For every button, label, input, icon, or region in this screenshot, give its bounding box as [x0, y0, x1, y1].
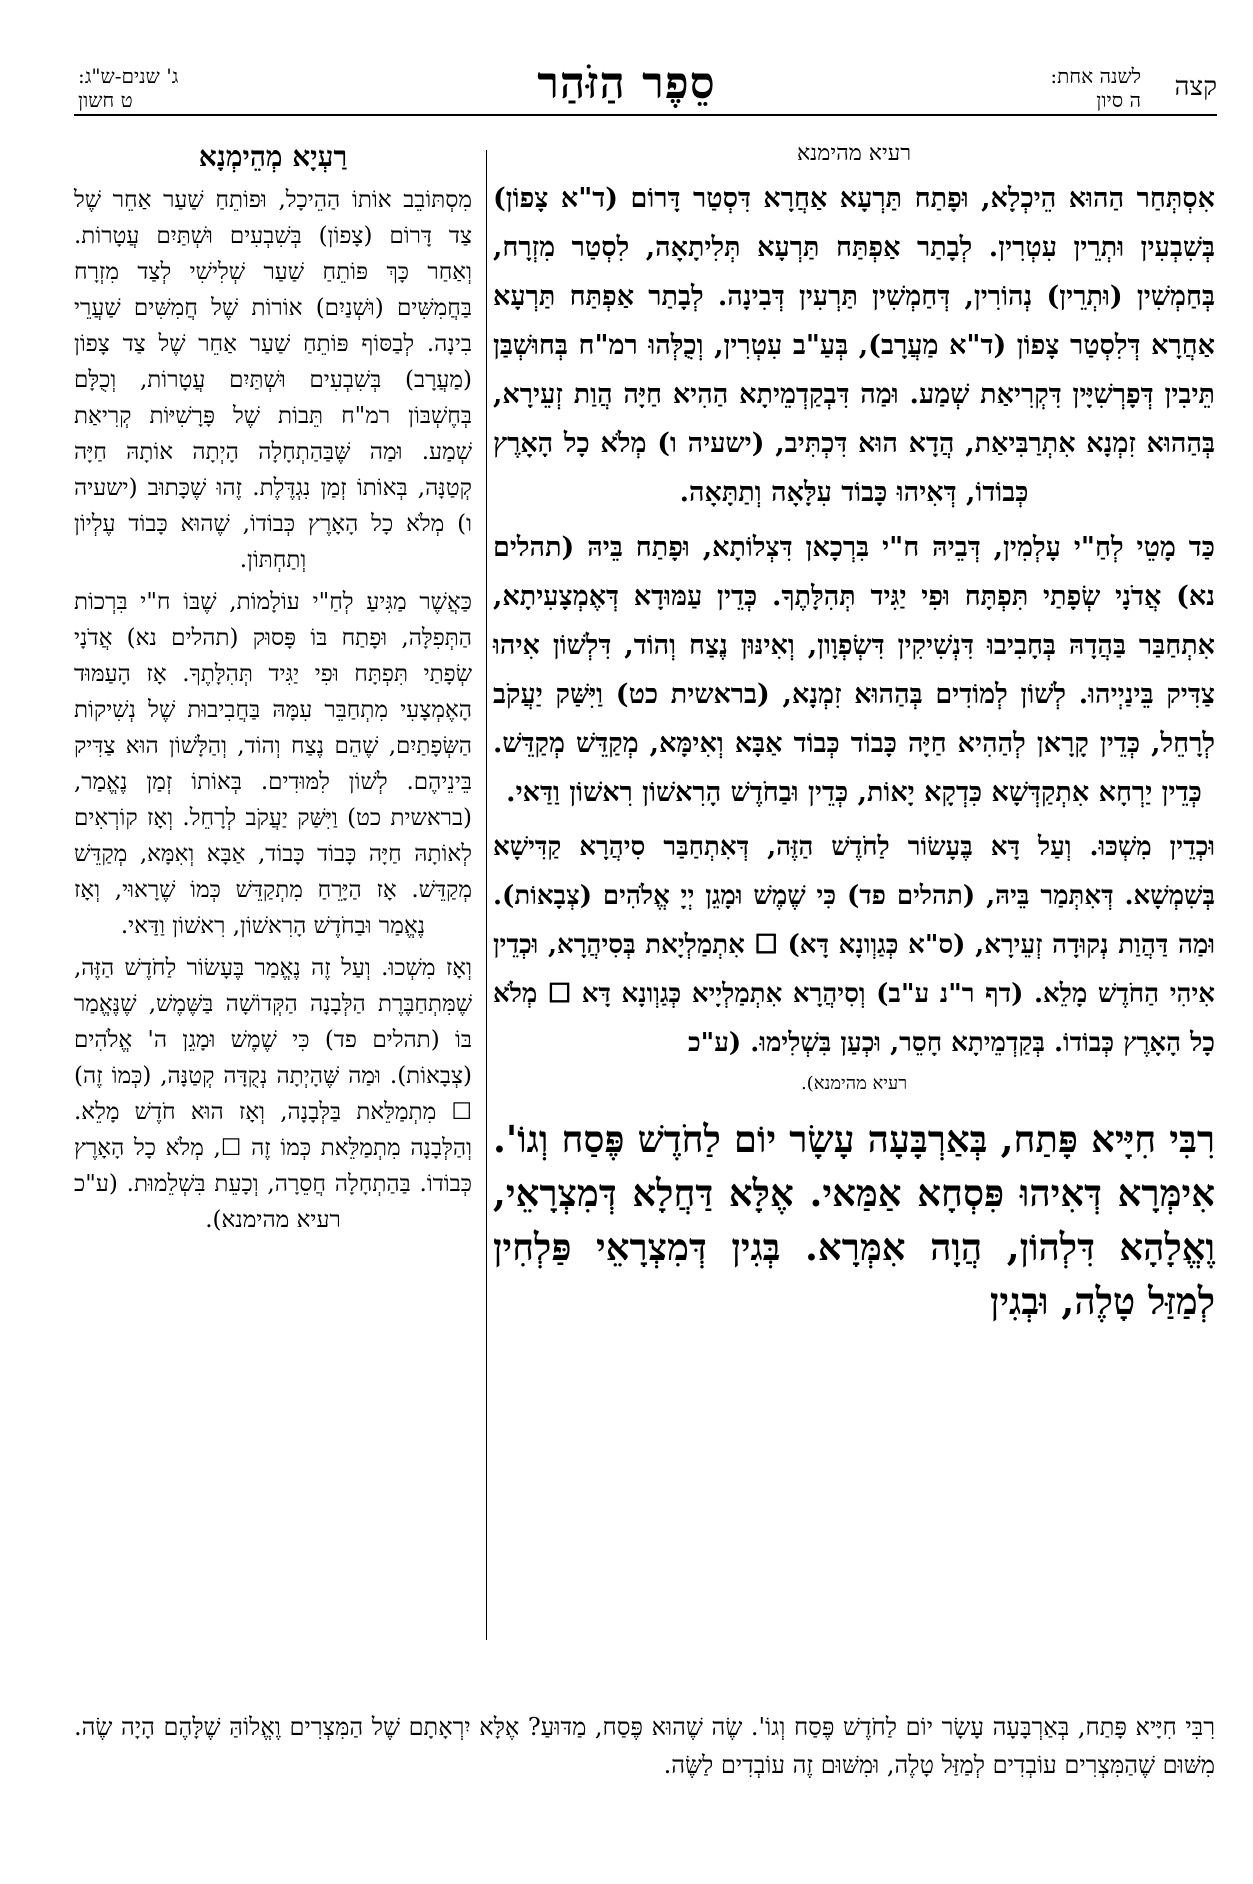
header-right-info-line2: ה סיון [1096, 88, 1141, 112]
header-rule [74, 114, 1217, 116]
left-column [74, 140, 472, 1244]
bottom-translation: רִבִּי חִיָּיא פָּתַח, בְּאַרְבָּעָה עָשָׂר יוֹם לַחֹדֶשׁ פֶּסַח וְגוֹ'. שֶׂה שֶׁהוּא פֶּסַח, מַדּוּעַ? אֶלָּא יִרְאָתָם שֶׁל הַמִּצְרִים וֶאֱלוֹהַּ שֶׁלָּהֶם הָיָה שֶׂה. מִשּׁוּם שֶׁהַמִּצְרִים עוֹבְדִים לְמַזַּל טָלֶה, וּמִשּׁוּם זֶה עוֹבְדִים לַשֶּׂה. [74, 1713, 1215, 1779]
right-column [493, 140, 1215, 1328]
right-paragraph-1: אִסְתְּחַר הַהוּא הֵיכְלָא, וּפָתַח תַּרְעָא אַחֲרָא דִּסְטַר דָּרוֹם (ד"א צָפוֹן) בְּשִׁבְעִין וּתְרֵין עִטְרִין. לְבָתַר אַפְתַּח תַּרְעָא תְּלִיתָאָה, לִסְטַר מִזְרָח, בְּחַמְשִׁין (וּתְרֵין) נְהוֹרִין, דְּחַמְשִׁין תַּרְעִין דְּבִינָה. לְבָתַר אַפְתַּח תַּרְעָא אַחֲרָא דְּלִסְטַר צָפוֹן (ד"א מַעֲרָב), בְּעַ"ב עִטְרִין, וְכֻלְּהוּ רמ"ח בְּחוּשְׁבַּן תֵּיבִין דְּפָרְשִׁיָּין דִּקְרִיאַת שְׁמַע. וּמַה דִּבְקַדְמֵיתָא הַהִיא חַיָּה הֲוַת זְעֵירָא, בְּהַהוּא זִמְנָא אִתְרַבִּיאַת, הֲדָא הוּא דִּכְתִּיב, (ישעיה ו) מְלֹא כָל הָאָרֶץ כְּבוֹדוֹ, דְּאִיהוּ כָּבוֹד עִלָּאָה וְתַתָּאָה. [493, 183, 1215, 508]
header-left-info-line1: ג' שנים-ש"ג: [78, 64, 179, 88]
right-paragraph-3: וּכְדֵין מִשְׁכּוּ. וְעַל דָּא בֶּעָשׂוֹר לַחֹדֶשׁ הַזֶּה, דְּאִתְחַבַּר סִיהֲרָא קַדִּישָׁא בְּשִׁמְשָׁא. דְּאִתְּמַר בֵּיהּ, (תהלים פד) כִּי שֶׁמֶשׁ וּמָגֵן יְיָ אֱלֹהִים (צְבָאוֹת). וּמַה דַּהֲוַת נְקוּדָה זְעֵירָא, (ס"א כְּגַוְונָא דָּא) ☐ אִתְמַלְיָאת בְּסִיהֲרָא, וּכְדֵין אִיהִי הַחֹדֶשׁ מָלֵא. (דף ר"נ ע"ב) וְסִיהֲרָא אִתְמַלְיָיא כְּגַוְונָא דָּא ☐ מְלֹא כָל הָאָרֶץ כְּבוֹדוֹ. בְּקַדְמֵיתָא חָסֵר, וּכְעַן בִּשְׁלִימוּ. (ע"כ [493, 832, 1215, 1058]
page-title: סֵפֶר הַזֹּהַר [537, 58, 716, 109]
left-paragraph-3: וְאָז מִשְׁכוּ. וְעַל זֶה נֶאֱמַר בֶּעָשׂוֹר לַחֹדֶשׁ הַזֶּה, שֶׁמִּתְחַבֶּרֶת הַלְּבָנָה הַקְּדוֹשָׁה בַּשֶּׁמֶשׁ, שֶׁנֶּאֱמַר בּוֹ (תהלים פד) כִּי שֶׁמֶשׁ וּמָגֵן ה' אֱלֹהִים (צְבָאוֹת). וּמַה שֶּׁהָיְתָה נְקֻדָּה קְטַנָּה, (כְּמוֹ זֶה) ☐ מִתְמַלֵּאת בַּלְּבָנָה, וְאָז הוּא חֹדֶשׁ מָלֵא. וְהַלְּבָנָה מִתְמַלֵּאת כְּמוֹ זֶה ☐, מְלֹא כָל הָאָרֶץ כְּבוֹדוֹ. בַּהַתְחָלָה חֲסֵרָה, וְכָעֵת בִּשְׁלֵמוּת. (ע"כ רעיא מהימנא). [74, 955, 472, 1233]
right-big-paragraph: רִבִּי חִיָּיא פָּתַח, בְּאַרְבָּעָה עָשָׂר יוֹם לַחֹדֶשׁ פֶּסַח וְגוֹ'. אִימְּרָא דְּאִיהוּ פִּסְחָא אַמַּאי. אֶלָּא דַּחֲלָא דְּמִצְרָאֵי, וֶאֱלָהָא דִּלְהוֹן, הֲוָה אִמְּרָא. בְּגִין דְּמִצְרָאֵי פַּלְחִין לְמַזַּל טָלֶה, וּבְגִין [493, 1117, 1215, 1323]
header-left-info [78, 64, 278, 114]
left-section-title: רַעְיָא מְהֵימְנָא [198, 140, 348, 173]
header-left-info-line2: ט חשון [78, 88, 133, 112]
left-paragraph-2: כַּאֲשֶׁר מַגִּיעַ לְחַ"י עוֹלָמוֹת, שֶׁבּוֹ ח"י בִּרְכוֹת הַתְּפִלָּה, וּפָתַח בּוֹ פָּסוּק (תהלים נא) אֲדֹנָי שְׂפָתַי תִּפְתָּח וּפִי יַגִּיד תְּהִלָּתֶךָ. אָז הָעַמּוּד הָאֶמְצָעִי מִתְחַבֵּר עִמָּהּ בַּחֲבִיבוּת שֶׁל נְשִׁיקוֹת הַשְּׂפָתַיִם, שֶׁהֵם נֶצַח וְהוֹד, וְהַלָּשׁוֹן הוּא צַדִּיק בֵּינֵיהֶם. לְשׁוֹן לִמּוּדִים. בְּאוֹתוֹ זְמַן נֶאֱמַר, (בראשית כט) וַיִּשַּׁק יַעֲקֹב לְרָחֵל. וְאָז קוֹרְאִים לְאוֹתָהּ חַיָּה כָּבוֹד כָּבוֹד, אַבָּא וְאִמָּא, מְקַדֵּשׁ מְקַדֵּשׁ. אָז הַיָּרֵחַ מִתְקַדֵּשׁ כְּמוֹ שֶׁרָאוּי, וְאָז נֶאֱמַר וּבַחֹדֶשׁ הָרִאשׁוֹן, רִאשׁוֹן וַדַּאי. [74, 589, 472, 939]
right-section-title: רעיא מהימנא [796, 141, 912, 166]
right-paragraph-2: כַּד מָטֵי לְחַ"י עָלְמִין, דְּבֵיהּ ח"י בִּרְכָאן דִּצְלוֹתָא, וּפָתַח בֵּיהּ (תהלים נא) אֲדֹנָי שְׂפָתַי תִּפְתָּח וּפִי יַגִּיד תְּהִלָּתֶךָ. כְּדֵין עַמּוּדָא דְּאֶמְצָעִיתָא, אִתְחַבַּר בַּהֲדָהּ בְּחָבִיבוּ דִּנְשִׁיקִין דִּשְׂפְוָון, וְאִינּוּן נֶצַח וְהוֹד, דִּלְשׁוֹן אִיהוּ צַדִּיק בֵּינַיְיהוּ. לְשׁוֹן לְמוֹדִים בְּהַהוּא זִמְנָא, (בראשית כט) וַיִּשַּׁק יַעֲקֹב לְרָחֵל, כְּדֵין קָרָאן לְהַהִיא חַיָּה כָּבוֹד כְּבוֹד אַבָּא וְאִימָּא, מְקַדֵּשׁ מְקַדֵּשׁ. כְּדֵין יַרְחָא אִתְקַדְּשָׁא כִּדְקָא יָאוֹת, כְּדֵין וּבַחֹדֶשׁ הָרִאשׁוֹן רִאשׁוֹן וַדַּאי. [493, 532, 1215, 808]
page-number: קצה [1174, 72, 1217, 102]
right-end-note: רעיא מהימנא). [800, 1073, 908, 1094]
left-paragraph-1: מִסְתּוֹבֵב אוֹתוֹ הַהֵיכָל, וּפוֹתֵחַ שַׁעַר אַחֵר שֶׁל צַד דָּרוֹם (צָפוֹן) בְּשִׁבְעִים וּשְׁתַּיִם עֲטָרוֹת. וְאַחַר כָּךְ פּוֹתֵחַ שַׁעַר שְׁלִישִׁי לְצַד מִזְרָח בַּחֲמִשִּׁים (וּשְׁנַיִם) אוֹרוֹת שֶׁל חֲמִשִּׁים שַׁעֲרֵי בִינָה. לְבַסּוֹף פּוֹתֵחַ שַׁעַר אַחֵר שֶׁל צַד צָפוֹן (מַעֲרָב) בְּשִׁבְעִים וּשְׁתַּיִם עֲטָרוֹת, וְכֻלָּם בְּחֶשְׁבּוֹן רמ"ח תֵּבוֹת שֶׁל פָּרָשִׁיּוֹת קְרִיאַת שְׁמַע. וּמַה שֶּׁבַּהַתְחָלָה הָיְתָה אוֹתָהּ חַיָּה קְטַנָּה, בְּאוֹתוֹ זְמַן נִגְדֶּלֶת. זֶהוּ שֶׁכָּתוּב (ישעיה ו) מְלֹא כָל הָאָרֶץ כְּבוֹדוֹ, שֶׁהוּא כָּבוֹד עֶלְיוֹן וְתַחְתּוֹן. [74, 187, 472, 573]
column-divider [486, 150, 487, 1640]
header-right-info-line1: לשנה אחת: [1050, 64, 1141, 88]
